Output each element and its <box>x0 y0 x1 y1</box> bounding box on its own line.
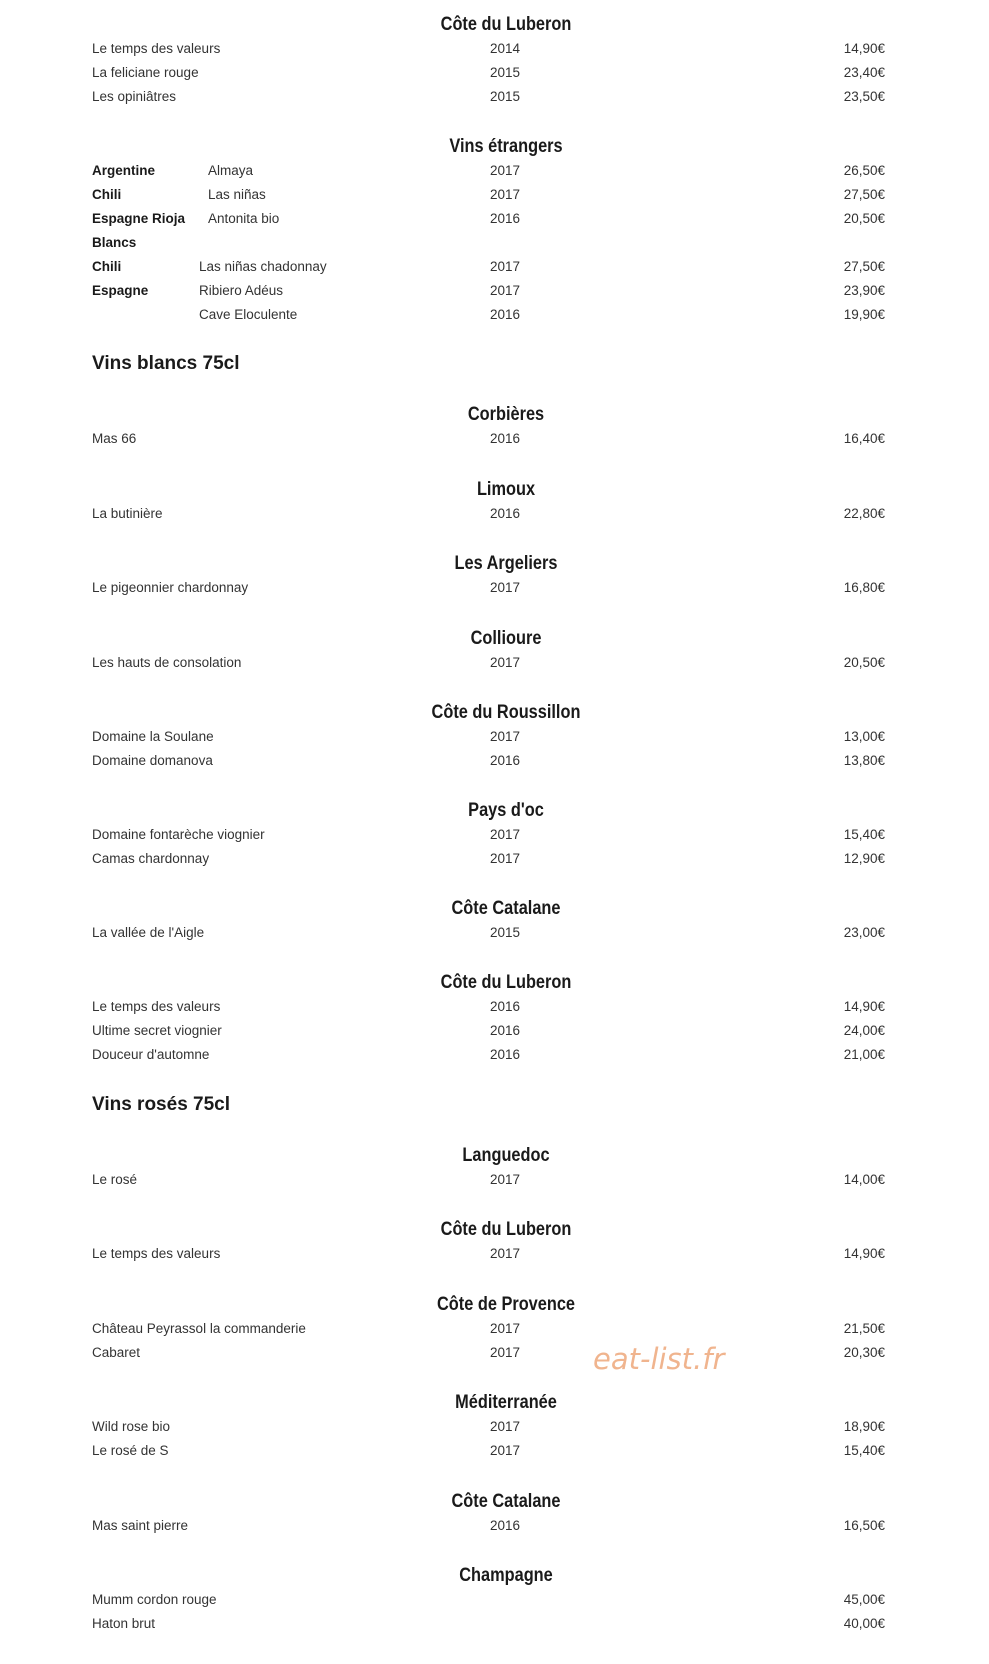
wine-price: 27,50€ <box>843 259 885 274</box>
wine-name: Le pigeonnier chardonnay <box>92 580 249 595</box>
wine-year: 2016 <box>489 1047 521 1062</box>
wine-price: 20,50€ <box>843 211 885 226</box>
wine-price: 16,40€ <box>843 431 885 446</box>
wine-year: 2017 <box>489 187 521 202</box>
wine-year: 2017 <box>489 827 521 842</box>
region-heading: Côte du Luberon <box>440 972 572 993</box>
wine-row <box>0 725 989 749</box>
wine-row <box>0 183 989 207</box>
region-heading: Méditerranée <box>455 1392 557 1413</box>
wine-name: Cabaret <box>92 1345 141 1360</box>
wine-price: 26,50€ <box>843 163 885 178</box>
wine-price: 23,00€ <box>843 925 885 940</box>
region-heading: Côte du Luberon <box>440 1219 572 1240</box>
wine-name: Haton brut <box>92 1616 156 1631</box>
wine-year: 2017 <box>489 580 521 595</box>
wine-name: La butinière <box>92 506 163 521</box>
wine-year: 2016 <box>489 1023 521 1038</box>
region-heading: Corbières <box>467 404 545 425</box>
wine-price: 13,00€ <box>843 729 885 744</box>
section-title: Vins rosés 75cl <box>92 1094 231 1115</box>
wine-year: 2017 <box>489 1443 521 1458</box>
wine-row <box>0 231 989 255</box>
wine-name: Mas 66 <box>92 431 137 446</box>
wine-year: 2016 <box>489 999 521 1014</box>
wine-year: 2015 <box>489 65 521 80</box>
wine-price: 15,40€ <box>843 827 885 842</box>
region-heading: Côte du Roussillon <box>431 702 581 723</box>
wine-price: 14,90€ <box>843 999 885 1014</box>
wine-price: 23,40€ <box>843 65 885 80</box>
wine-price: 22,80€ <box>843 506 885 521</box>
wine-name: Las niñas <box>208 187 266 202</box>
wine-row <box>0 749 989 773</box>
wine-row <box>0 207 989 231</box>
wine-price: 45,00€ <box>843 1592 885 1607</box>
wine-year: 2016 <box>489 211 521 226</box>
wine-row <box>0 37 989 61</box>
wine-price: 24,00€ <box>843 1023 885 1038</box>
wine-year: 2017 <box>489 1345 521 1360</box>
wine-name: Ribiero Adéus <box>199 283 284 298</box>
wine-year: 2014 <box>489 41 521 56</box>
wine-year: 2017 <box>489 163 521 178</box>
wine-row <box>0 1242 989 1266</box>
wine-name: Mumm cordon rouge <box>92 1592 217 1607</box>
wine-row <box>0 1439 989 1463</box>
wine-name: Domaine domanova <box>92 753 213 768</box>
wine-row <box>0 279 989 303</box>
wine-price: 14,90€ <box>843 41 885 56</box>
wine-year: 2017 <box>489 259 521 274</box>
wine-year: 2017 <box>489 283 521 298</box>
wine-name: La feliciane rouge <box>92 65 199 80</box>
wine-price: 12,90€ <box>843 851 885 866</box>
wine-year: 2017 <box>489 851 521 866</box>
wine-row <box>0 502 989 526</box>
wine-year: 2015 <box>489 89 521 104</box>
wine-row <box>0 303 989 327</box>
wine-country: Chili <box>92 187 122 202</box>
wine-year: 2016 <box>489 307 521 322</box>
wine-name: Camas chardonnay <box>92 851 210 866</box>
wine-price: 40,00€ <box>843 1616 885 1631</box>
wine-row <box>0 427 989 451</box>
wine-year: 2017 <box>489 1419 521 1434</box>
wine-price: 23,90€ <box>843 283 885 298</box>
region-heading: Côte de Provence <box>436 1294 576 1315</box>
wine-country: Argentine <box>92 163 156 178</box>
wine-row <box>0 159 989 183</box>
wine-name: Le rosé de S <box>92 1443 169 1458</box>
wine-row <box>0 1019 989 1043</box>
wine-price: 14,90€ <box>843 1246 885 1261</box>
wine-name: Château Peyrassol la commanderie <box>92 1321 306 1336</box>
wine-name: Cave Eloculente <box>199 307 298 322</box>
wine-country: Chili <box>92 259 122 274</box>
wine-row <box>0 1588 989 1612</box>
wine-year: 2015 <box>489 925 521 940</box>
wine-price: 20,50€ <box>843 655 885 670</box>
wine-row <box>0 1168 989 1192</box>
region-heading: Limoux <box>476 479 536 500</box>
wine-name: Wild rose bio <box>92 1419 171 1434</box>
wine-name: Le temps des valeurs <box>92 1246 221 1261</box>
wine-price: 16,80€ <box>843 580 885 595</box>
wine-name: Domaine fontarèche viognier <box>92 827 265 842</box>
wine-name: Le temps des valeurs <box>92 41 221 56</box>
wine-price: 19,90€ <box>843 307 885 322</box>
wine-row <box>0 995 989 1019</box>
wine-row <box>0 1043 989 1067</box>
wine-row <box>0 1514 989 1538</box>
wine-row <box>0 921 989 945</box>
wine-price: 13,80€ <box>843 753 885 768</box>
region-heading: Champagne <box>459 1565 553 1586</box>
wine-row <box>0 576 989 600</box>
wine-name: Las niñas chadonnay <box>199 259 327 274</box>
wine-country: Blancs <box>92 235 137 250</box>
wine-name: Mas saint pierre <box>92 1518 189 1533</box>
region-heading: Côte Catalane <box>451 1491 561 1512</box>
wine-row <box>0 1341 989 1365</box>
wine-price: 20,30€ <box>843 1345 885 1360</box>
region-heading: Côte du Luberon <box>440 14 572 35</box>
region-heading: Collioure <box>470 628 542 649</box>
wine-year: 2017 <box>489 1172 521 1187</box>
wine-year: 2017 <box>489 729 521 744</box>
wine-row <box>0 651 989 675</box>
wine-country: Espagne Rioja <box>92 211 186 226</box>
wine-name: Les hauts de consolation <box>92 655 242 670</box>
wine-row <box>0 85 989 109</box>
region-heading: Pays d'oc <box>468 800 544 821</box>
wine-year: 2017 <box>489 1321 521 1336</box>
wine-year: 2016 <box>489 753 521 768</box>
wine-price: 21,50€ <box>843 1321 885 1336</box>
wine-price: 14,00€ <box>843 1172 885 1187</box>
wine-year: 2017 <box>489 1246 521 1261</box>
section-title: Vins blancs 75cl <box>92 353 240 374</box>
wine-year: 2017 <box>489 655 521 670</box>
wine-name: Domaine la Soulane <box>92 729 214 744</box>
wine-row <box>0 847 989 871</box>
wine-name: Almaya <box>208 163 254 178</box>
wine-row <box>0 255 989 279</box>
wine-price: 18,90€ <box>843 1419 885 1434</box>
wine-price: 16,50€ <box>843 1518 885 1533</box>
wine-year: 2016 <box>489 506 521 521</box>
region-heading: Les Argeliers <box>454 553 558 574</box>
wine-price: 21,00€ <box>843 1047 885 1062</box>
wine-row <box>0 1612 989 1636</box>
watermark: eat-list.fr <box>593 1342 725 1376</box>
wine-year: 2016 <box>489 1518 521 1533</box>
region-heading: Languedoc <box>462 1145 550 1166</box>
wine-row <box>0 1415 989 1439</box>
wine-year: 2016 <box>489 431 521 446</box>
region-heading: Côte Catalane <box>451 898 561 919</box>
wine-price: 15,40€ <box>843 1443 885 1458</box>
wine-name: Le rosé <box>92 1172 138 1187</box>
region-heading: Vins étrangers <box>449 136 563 157</box>
wine-price: 23,50€ <box>843 89 885 104</box>
wine-name: Antonita bio <box>208 211 280 226</box>
wine-price: 27,50€ <box>843 187 885 202</box>
wine-row <box>0 823 989 847</box>
wine-row <box>0 61 989 85</box>
wine-name: Le temps des valeurs <box>92 999 221 1014</box>
wine-name: Douceur d'automne <box>92 1047 210 1062</box>
wine-name: Ultime secret viognier <box>92 1023 222 1038</box>
wine-country: Espagne <box>92 283 149 298</box>
wine-name: Les opiniâtres <box>92 89 177 104</box>
wine-name: La vallée de l'Aigle <box>92 925 205 940</box>
wine-row <box>0 1317 989 1341</box>
